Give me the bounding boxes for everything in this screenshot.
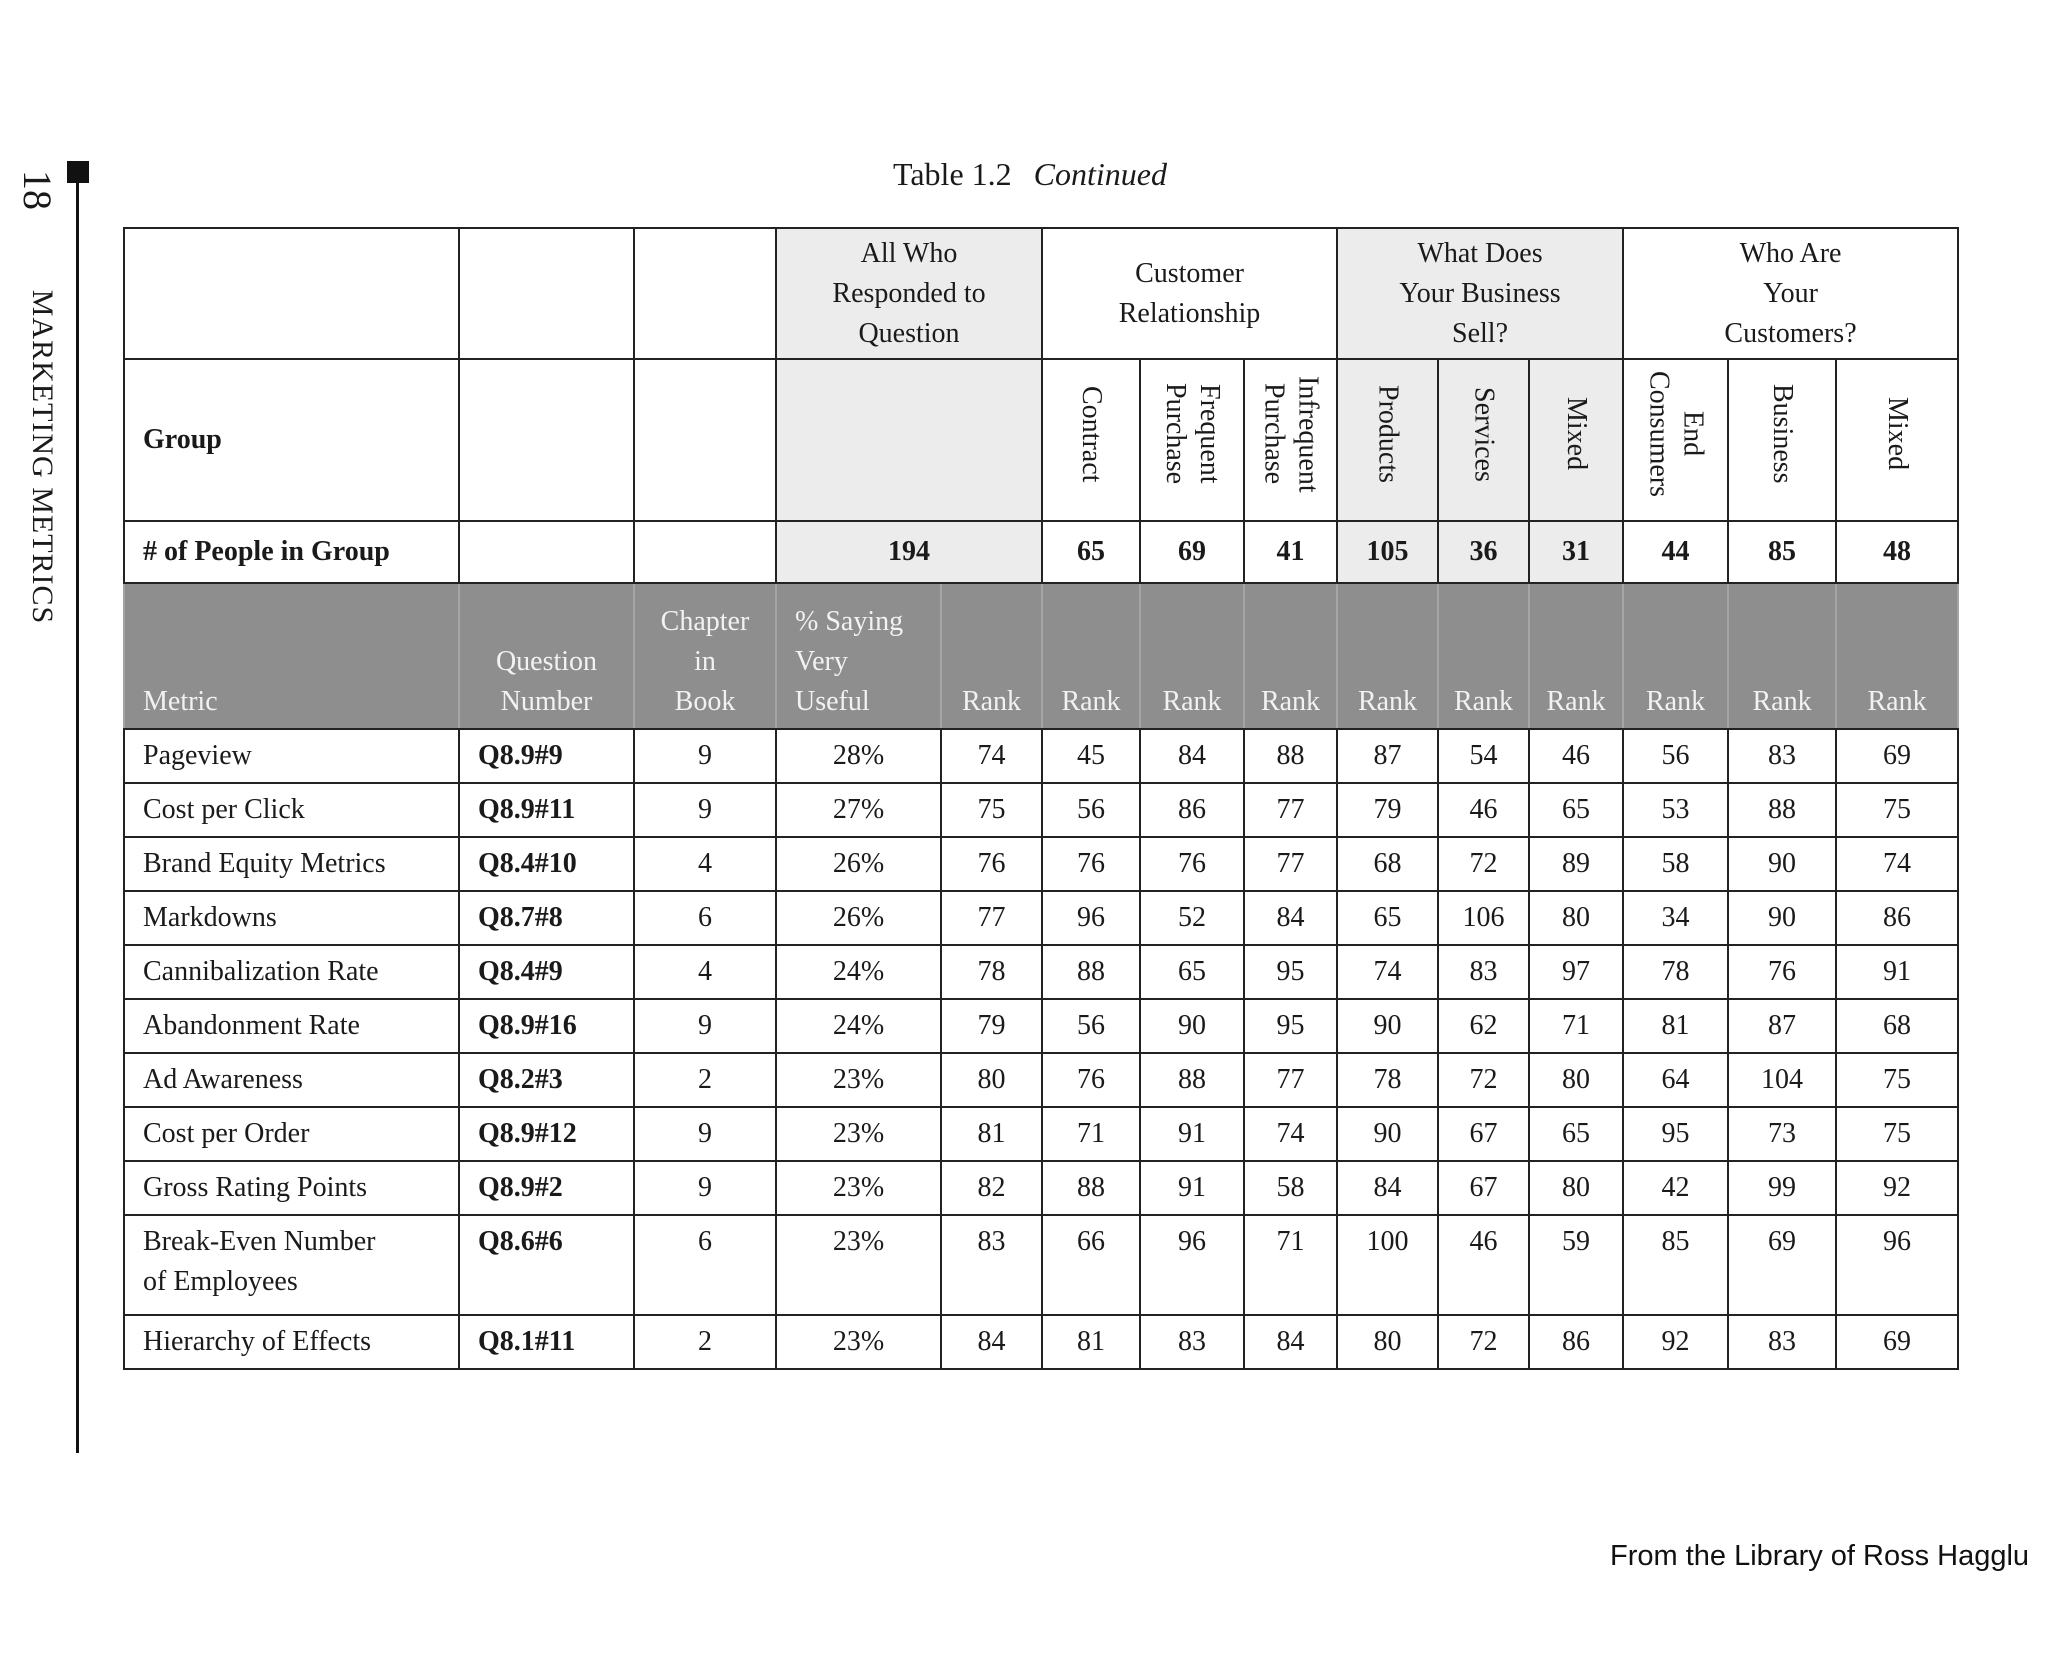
subgroup-label: Contract: [1076, 385, 1107, 483]
group-rank: 71: [1244, 1215, 1337, 1315]
people-count: 85: [1728, 521, 1836, 583]
table-row: [124, 783, 1958, 837]
pct-very-useful: 28%: [776, 729, 941, 783]
group-rank: 46: [1438, 783, 1529, 837]
group-rank: 56: [1623, 729, 1728, 783]
group-rank: 72: [1438, 1315, 1529, 1369]
overall-rank: 80: [941, 1053, 1042, 1107]
group-rank: 65: [1529, 1107, 1623, 1161]
group-rank: 84: [1244, 1315, 1337, 1369]
group-rank: 100: [1337, 1215, 1438, 1315]
group-rank: 72: [1438, 1053, 1529, 1107]
subgroup-label: End Consumers: [1643, 371, 1709, 497]
group-rank: 92: [1623, 1315, 1728, 1369]
pct-very-useful: 23%: [776, 1315, 941, 1369]
chapter-number: 9: [634, 1161, 776, 1215]
chapter-number: 4: [634, 945, 776, 999]
group-rank: 83: [1140, 1315, 1244, 1369]
group-rank: 95: [1244, 999, 1337, 1053]
group-rank: 96: [1042, 891, 1140, 945]
group-rank: 65: [1140, 945, 1244, 999]
group-rank: 76: [1042, 1053, 1140, 1107]
overall-rank: 81: [941, 1107, 1042, 1161]
subgroup-label: Products: [1372, 385, 1404, 483]
group-rank: 74: [1244, 1107, 1337, 1161]
question-number: Q8.9#16: [459, 999, 634, 1053]
subgroup-label: Infrequent Purchase: [1258, 375, 1324, 493]
group-all-respondents: All Who Responded to Question: [776, 228, 1042, 359]
group-rank: 75: [1836, 1053, 1958, 1107]
group-rank: 65: [1529, 783, 1623, 837]
chapter-number: 9: [634, 1107, 776, 1161]
group-rank: 76: [1042, 837, 1140, 891]
col-rank: Rank: [1623, 583, 1728, 729]
pct-very-useful: 27%: [776, 783, 941, 837]
group-rank: 85: [1623, 1215, 1728, 1315]
group-rank: 74: [1836, 837, 1958, 891]
group-rank: 77: [1244, 1053, 1337, 1107]
table-label: Table 1.2: [893, 156, 1012, 192]
people-count-all: 194: [776, 521, 1042, 583]
pct-very-useful: 26%: [776, 891, 941, 945]
group-rank: 75: [1836, 783, 1958, 837]
group-header-row: [124, 228, 1958, 359]
col-rank: Rank: [1244, 583, 1337, 729]
group-rank: 71: [1529, 999, 1623, 1053]
blank-cell: [459, 228, 634, 359]
metric-name: Abandonment Rate: [124, 999, 459, 1053]
group-rank: 76: [1140, 837, 1244, 891]
table-row: [124, 1053, 1958, 1107]
metric-name: Pageview: [124, 729, 459, 783]
group-rank: 42: [1623, 1161, 1728, 1215]
blank-cell: [459, 359, 634, 521]
chapter-number: 9: [634, 999, 776, 1053]
subgroup-header: [1836, 359, 1958, 521]
group-rank: 66: [1042, 1215, 1140, 1315]
table-row: [124, 999, 1958, 1053]
blank-cell: [776, 359, 1042, 521]
col-rank: Rank: [1042, 583, 1140, 729]
chapter-number: 9: [634, 783, 776, 837]
group-rank: 90: [1140, 999, 1244, 1053]
question-number: Q8.9#11: [459, 783, 634, 837]
col-rank: Rank: [1728, 583, 1836, 729]
table-row: [124, 945, 1958, 999]
col-metric: Metric: [124, 583, 459, 729]
group-rank: 80: [1337, 1315, 1438, 1369]
chapter-number: 6: [634, 891, 776, 945]
people-count: 69: [1140, 521, 1244, 583]
group-rank: 83: [1728, 729, 1836, 783]
col-rank: Rank: [1140, 583, 1244, 729]
question-number: Q8.9#2: [459, 1161, 634, 1215]
group-rank: 99: [1728, 1161, 1836, 1215]
blank-cell: [459, 521, 634, 583]
overall-rank: 79: [941, 999, 1042, 1053]
subgroup-header: [1529, 359, 1623, 521]
chapter-number: 2: [634, 1315, 776, 1369]
group-rank: 69: [1728, 1215, 1836, 1315]
group-rank: 68: [1337, 837, 1438, 891]
subgroup-header: [1728, 359, 1836, 521]
people-count: 31: [1529, 521, 1623, 583]
group-rank: 80: [1529, 1161, 1623, 1215]
group-rank: 89: [1529, 837, 1623, 891]
group-rank: 84: [1337, 1161, 1438, 1215]
table-row: [124, 729, 1958, 783]
question-number: Q8.7#8: [459, 891, 634, 945]
group-rank: 106: [1438, 891, 1529, 945]
running-title: MARKETING METRICS: [26, 289, 59, 625]
question-number: Q8.9#12: [459, 1107, 634, 1161]
group-rank: 90: [1728, 891, 1836, 945]
subgroup-header: [1140, 359, 1244, 521]
pct-very-useful: 23%: [776, 1215, 941, 1315]
group-rank: 45: [1042, 729, 1140, 783]
table-row: [124, 1315, 1958, 1369]
col-question-number: Question Number: [459, 583, 634, 729]
group-rank: 92: [1836, 1161, 1958, 1215]
group-rank: 74: [1337, 945, 1438, 999]
group-rank: 54: [1438, 729, 1529, 783]
group-rank: 96: [1140, 1215, 1244, 1315]
group-rank: 67: [1438, 1161, 1529, 1215]
subgroup-label: Services: [1468, 386, 1500, 482]
blank-cell: [634, 359, 776, 521]
blank-cell: [124, 228, 459, 359]
group-rank: 53: [1623, 783, 1728, 837]
table-continued: Continued: [1033, 156, 1167, 192]
group-rank: 77: [1244, 783, 1337, 837]
pct-very-useful: 24%: [776, 999, 941, 1053]
margin-rule: [76, 178, 79, 1453]
group-rank: 80: [1529, 891, 1623, 945]
ranking-table: [123, 227, 1959, 1370]
subgroup-label: Business: [1767, 384, 1799, 484]
group-rank: 76: [1728, 945, 1836, 999]
group-rank: 65: [1337, 891, 1438, 945]
group-rank: 81: [1042, 1315, 1140, 1369]
group-rank: 84: [1140, 729, 1244, 783]
group-rank: 104: [1728, 1053, 1836, 1107]
col-rank: Rank: [941, 583, 1042, 729]
group-rank: 69: [1836, 1315, 1958, 1369]
group-rank: 88: [1244, 729, 1337, 783]
table-row: [124, 1161, 1958, 1215]
col-rank: Rank: [1529, 583, 1623, 729]
people-count: 36: [1438, 521, 1529, 583]
group-rank: 96: [1836, 1215, 1958, 1315]
question-number: Q8.2#3: [459, 1053, 634, 1107]
group-rank: 88: [1042, 945, 1140, 999]
question-number: Q8.9#9: [459, 729, 634, 783]
group-rank: 79: [1337, 783, 1438, 837]
subgroup-label: Mixed: [1882, 397, 1914, 471]
group-rank: 86: [1140, 783, 1244, 837]
group-rank: 78: [1623, 945, 1728, 999]
group-rank: 91: [1836, 945, 1958, 999]
metric-name: Cannibalization Rate: [124, 945, 459, 999]
col-rank: Rank: [1337, 583, 1438, 729]
metric-name: Brand Equity Metrics: [124, 837, 459, 891]
group-rank: 83: [1438, 945, 1529, 999]
group-rank: 80: [1529, 1053, 1623, 1107]
group-who-customers: Who Are Your Customers?: [1623, 228, 1958, 359]
people-count-row: [124, 521, 1958, 583]
people-label: # of People in Group: [124, 521, 459, 583]
metric-name: Cost per Order: [124, 1107, 459, 1161]
subgroup-label: Mixed: [1561, 397, 1593, 471]
question-number: Q8.4#9: [459, 945, 634, 999]
people-count: 65: [1042, 521, 1140, 583]
people-count: 48: [1836, 521, 1958, 583]
col-rank: Rank: [1836, 583, 1958, 729]
subgroup-header: [1042, 359, 1140, 521]
group-rank: 91: [1140, 1107, 1244, 1161]
group-rank: 34: [1623, 891, 1728, 945]
question-number: Q8.1#11: [459, 1315, 634, 1369]
group-rank: 81: [1623, 999, 1728, 1053]
pct-very-useful: 24%: [776, 945, 941, 999]
people-count: 105: [1337, 521, 1438, 583]
group-rank: 87: [1337, 729, 1438, 783]
group-rank: 52: [1140, 891, 1244, 945]
group-rank: 62: [1438, 999, 1529, 1053]
group-label: Group: [124, 359, 459, 521]
pct-very-useful: 23%: [776, 1161, 941, 1215]
footer-watermark: From the Library of Ross Hagglu: [1610, 1540, 2030, 1572]
subgroup-label: Frequent Purchase: [1160, 383, 1225, 485]
group-rank: 95: [1244, 945, 1337, 999]
table-title: [780, 152, 1280, 196]
chapter-number: 4: [634, 837, 776, 891]
group-rank: 64: [1623, 1053, 1728, 1107]
overall-rank: 77: [941, 891, 1042, 945]
group-rank: 71: [1042, 1107, 1140, 1161]
metric-name: Markdowns: [124, 891, 459, 945]
group-rank: 91: [1140, 1161, 1244, 1215]
group-rank: 87: [1728, 999, 1836, 1053]
overall-rank: 74: [941, 729, 1042, 783]
group-rank: 58: [1623, 837, 1728, 891]
subgroup-header: [1438, 359, 1529, 521]
table-row: [124, 1107, 1958, 1161]
subgroup-header: [1244, 359, 1337, 521]
metric-name: Ad Awareness: [124, 1053, 459, 1107]
group-rank: 77: [1244, 837, 1337, 891]
col-rank: Rank: [1438, 583, 1529, 729]
metric-name: Hierarchy of Effects: [124, 1315, 459, 1369]
group-rank: 86: [1529, 1315, 1623, 1369]
people-count: 44: [1623, 521, 1728, 583]
metric-name: Gross Rating Points: [124, 1161, 459, 1215]
group-rank: 97: [1529, 945, 1623, 999]
subgroup-header: [1337, 359, 1438, 521]
overall-rank: 78: [941, 945, 1042, 999]
column-header-row: [124, 583, 1958, 729]
blank-cell: [634, 228, 776, 359]
col-pct-very-useful: % Saying Very Useful: [776, 583, 941, 729]
group-rank: 88: [1140, 1053, 1244, 1107]
group-customer-relationship: Customer Relationship: [1042, 228, 1337, 359]
group-rank: 86: [1836, 891, 1958, 945]
group-rank: 88: [1042, 1161, 1140, 1215]
question-number: Q8.6#6: [459, 1215, 634, 1315]
people-count: 41: [1244, 521, 1337, 583]
subgroup-header-row: [124, 359, 1958, 521]
group-rank: 72: [1438, 837, 1529, 891]
group-rank: 56: [1042, 783, 1140, 837]
overall-rank: 82: [941, 1161, 1042, 1215]
chapter-number: 9: [634, 729, 776, 783]
chapter-number: 2: [634, 1053, 776, 1107]
group-rank: 46: [1438, 1215, 1529, 1315]
table-row: [124, 1215, 1958, 1315]
group-rank: 58: [1244, 1161, 1337, 1215]
group-rank: 75: [1836, 1107, 1958, 1161]
group-rank: 95: [1623, 1107, 1728, 1161]
pct-very-useful: 26%: [776, 837, 941, 891]
pct-very-useful: 23%: [776, 1053, 941, 1107]
blank-cell: [634, 521, 776, 583]
page-number: 18: [15, 170, 60, 210]
group-rank: 84: [1244, 891, 1337, 945]
question-number: Q8.4#10: [459, 837, 634, 891]
group-rank: 73: [1728, 1107, 1836, 1161]
overall-rank: 76: [941, 837, 1042, 891]
group-rank: 67: [1438, 1107, 1529, 1161]
col-chapter: Chapter in Book: [634, 583, 776, 729]
group-rank: 59: [1529, 1215, 1623, 1315]
group-rank: 78: [1337, 1053, 1438, 1107]
group-rank: 56: [1042, 999, 1140, 1053]
group-rank: 46: [1529, 729, 1623, 783]
table-row: [124, 891, 1958, 945]
group-rank: 88: [1728, 783, 1836, 837]
subgroup-header: [1623, 359, 1728, 521]
table-row: [124, 837, 1958, 891]
chapter-number: 6: [634, 1215, 776, 1315]
group-rank: 90: [1337, 1107, 1438, 1161]
group-rank: 68: [1836, 999, 1958, 1053]
group-what-sell: What Does Your Business Sell?: [1337, 228, 1623, 359]
group-rank: 83: [1728, 1315, 1836, 1369]
metric-name: Break-Even Number of Employees: [124, 1215, 459, 1315]
overall-rank: 75: [941, 783, 1042, 837]
overall-rank: 83: [941, 1215, 1042, 1315]
group-rank: 69: [1836, 729, 1958, 783]
group-rank: 90: [1728, 837, 1836, 891]
group-rank: 90: [1337, 999, 1438, 1053]
metric-name: Cost per Click: [124, 783, 459, 837]
overall-rank: 84: [941, 1315, 1042, 1369]
pct-very-useful: 23%: [776, 1107, 941, 1161]
